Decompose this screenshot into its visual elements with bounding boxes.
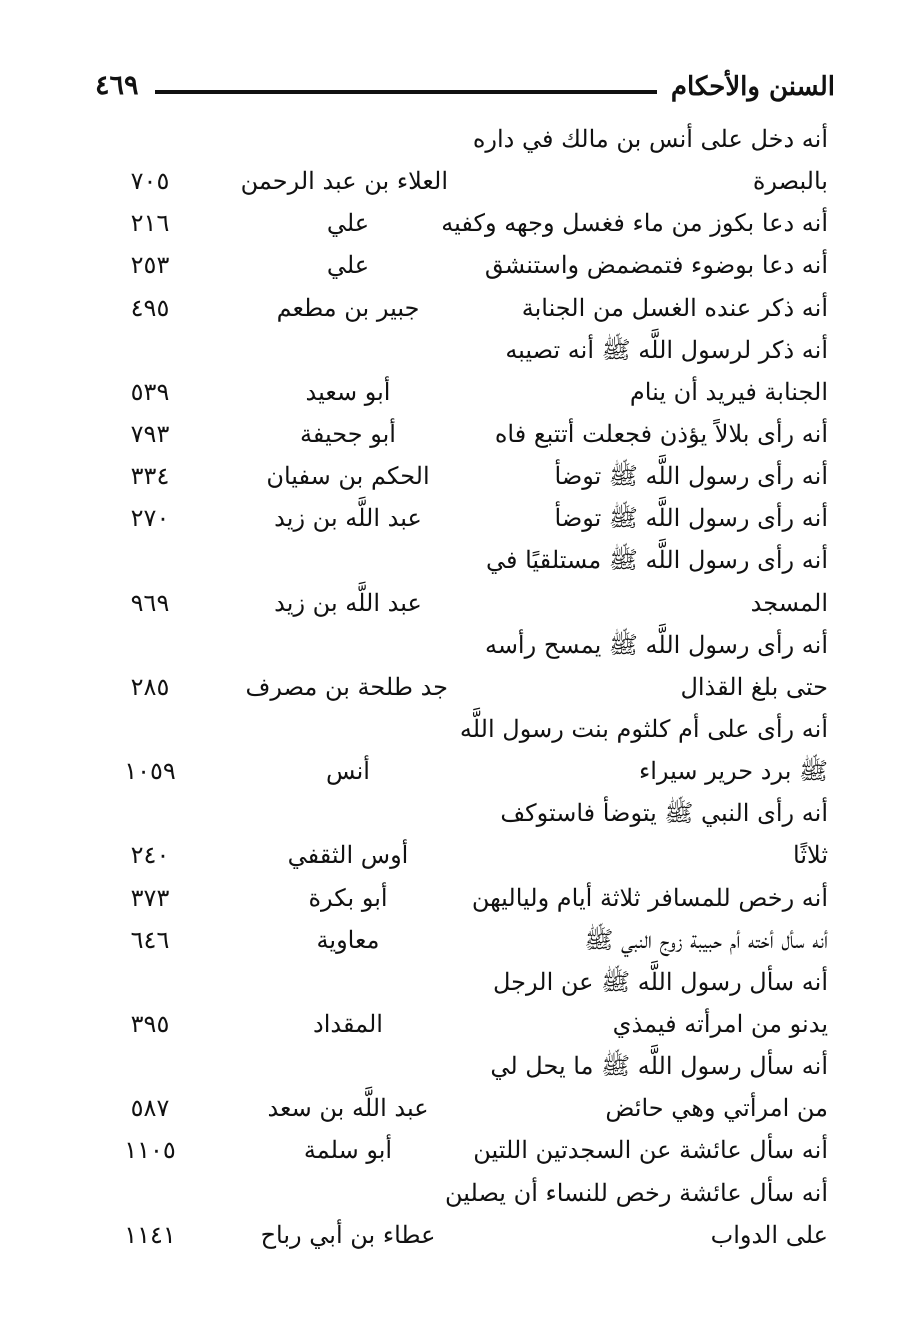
page-number: ٤٦٩: [95, 70, 139, 101]
index-row: [95, 1003, 828, 1045]
hadith-text: أنه سأل عائشة عن السجدتين اللتين: [473, 1136, 828, 1165]
hadith-text: أنه رأى رسول اللَّه ﷺ يمسح رأسه: [484, 630, 828, 659]
index-table: [95, 118, 828, 1256]
narrator-name: جبير بن مطعم: [276, 293, 420, 322]
narrator-name: عبد اللَّه بن زيد: [274, 504, 422, 533]
index-row: [95, 750, 828, 792]
hadith-text: أنه سأل رسول اللَّه ﷺ عن الرجل: [493, 967, 828, 996]
hadith-text: يدنو من امرأته فيمذي: [612, 1009, 828, 1038]
index-row: [95, 1214, 828, 1256]
index-row: [95, 624, 828, 666]
hadith-text: أنه رأى رسول اللَّه ﷺ توضأ: [554, 504, 828, 533]
index-row: [95, 834, 828, 876]
hadith-text: أنه دعا بكوز من ماء فغسل وجهه وكفيه: [441, 209, 828, 238]
hadith-number: ٣٣٤: [130, 462, 170, 491]
index-row: [95, 455, 828, 497]
hadith-number: ٥٨٧: [130, 1094, 170, 1123]
hadith-text: أنه رأى النبي ﷺ يتوضأ فاستوكف: [500, 799, 828, 828]
narrator-name: المقداد: [313, 1009, 383, 1038]
hadith-text: أنه سأل رسول اللَّه ﷺ ما يحل لي: [490, 1052, 828, 1081]
index-row: [95, 1172, 828, 1214]
hadith-number: ١١٤١: [124, 1220, 176, 1249]
narrator-name: أوس الثقفي: [287, 841, 409, 870]
index-row: [95, 919, 828, 961]
index-row: [95, 371, 828, 413]
hadith-text: أنه رأى على أم كلثوم بنت رسول اللَّه: [459, 714, 828, 743]
hadith-text: أنه رأى رسول اللَّه ﷺ مستلقيًا في: [486, 546, 828, 575]
hadith-text: أنه رخص للمسافر ثلاثة أيام ولياليهن: [471, 883, 828, 912]
narrator-name: عبد اللَّه بن سعد: [267, 1094, 429, 1123]
narrator-name: أنس: [326, 757, 370, 786]
hadith-text: أنه دخل على أنس بن مالك في داره: [472, 125, 828, 153]
hadith-text: أنه سأل عائشة رخص للنساء أن يصلين: [444, 1178, 828, 1207]
index-row: [95, 1045, 828, 1087]
hadith-text: أنه رأى بلالاً يؤذن فجعلت أتتبع فاه: [494, 419, 828, 448]
index-row: [95, 961, 828, 1003]
index-row: [95, 244, 828, 286]
hadith-number: ١٠٥٩: [124, 757, 176, 786]
hadith-text: أنه رأى رسول اللَّه ﷺ توضأ: [554, 462, 828, 491]
hadith-number: ٢١٦: [130, 209, 170, 238]
index-row: [95, 582, 828, 624]
hadith-number: ١١٠٥: [124, 1136, 176, 1165]
hadith-text: بالبصرة: [752, 167, 828, 196]
hadith-number: ٢٨٥: [130, 672, 170, 701]
narrator-name: أبو بكرة: [308, 883, 388, 912]
index-row: [95, 118, 828, 160]
index-row: [95, 160, 828, 202]
hadith-number: ٦٤٦: [130, 925, 170, 954]
hadith-number: ٢٧٠: [130, 504, 170, 533]
index-row: [95, 877, 828, 919]
index-row: [95, 539, 828, 581]
index-row: [95, 708, 828, 750]
hadith-number: ٧٠٥: [130, 167, 170, 196]
narrator-name: عطاء بن أبي رباح: [260, 1220, 436, 1249]
index-row: [95, 792, 828, 834]
hadith-text: ﷺ برد حرير سيراء: [638, 757, 828, 786]
index-row: [95, 497, 828, 539]
narrator-name: علي: [326, 251, 370, 280]
hadith-text: حتى بلغ القذال: [680, 672, 828, 701]
running-title: السنن والأحكام: [670, 72, 835, 102]
index-row: [95, 1087, 828, 1129]
hadith-number: ٣٧٣: [130, 883, 170, 912]
hadith-number: ٤٩٥: [130, 293, 170, 322]
hadith-number: ٣٩٥: [130, 1009, 170, 1038]
hadith-number: ٧٩٣: [130, 419, 170, 448]
hadith-text: الجنابة فيريد أن ينام: [629, 377, 828, 406]
hadith-number: ٥٣٩: [130, 377, 170, 406]
index-row: [95, 329, 828, 371]
narrator-name: العلاء بن عبد الرحمن: [240, 167, 448, 196]
hadith-text: من امرأتي وهي حائض: [605, 1094, 828, 1123]
index-row: [95, 287, 828, 329]
narrator-name: أبو جحيفة: [300, 419, 396, 448]
hadith-text: أنه ذكر عنده الغسل من الجنابة: [521, 293, 828, 322]
hadith-number: ٩٦٩: [130, 588, 170, 617]
hadith-text: أنه دعا بوضوء فتمضمض واستنشق: [484, 251, 828, 280]
narrator-name: أبو سلمة: [303, 1136, 393, 1165]
narrator-name: عبد اللَّه بن زيد: [274, 588, 422, 617]
hadith-text: أنه سأل أخته أم حبيبة زوج النبي ﷺ: [584, 925, 828, 954]
narrator-name: معاوية: [316, 925, 380, 954]
index-row: [95, 666, 828, 708]
narrator-name: علي: [326, 209, 370, 238]
narrator-name: جد طلحة بن مصرف: [245, 672, 448, 701]
hadith-text: المسجد: [750, 588, 828, 617]
narrator-name: أبو سعيد: [305, 377, 391, 406]
hadith-text: على الدواب: [710, 1220, 828, 1249]
header-rule: [155, 90, 657, 94]
index-row: [95, 413, 828, 455]
hadith-number: ٢٤٠: [130, 841, 170, 870]
index-row: [95, 202, 828, 244]
hadith-number: ٢٥٣: [130, 251, 170, 280]
index-row: [95, 1129, 828, 1171]
narrator-name: الحكم بن سفيان: [266, 462, 430, 491]
hadith-text: أنه ذكر لرسول اللَّه ﷺ أنه تصيبه: [505, 335, 828, 364]
hadith-text: ثلاثًا: [793, 841, 828, 870]
page-header: [95, 68, 835, 110]
